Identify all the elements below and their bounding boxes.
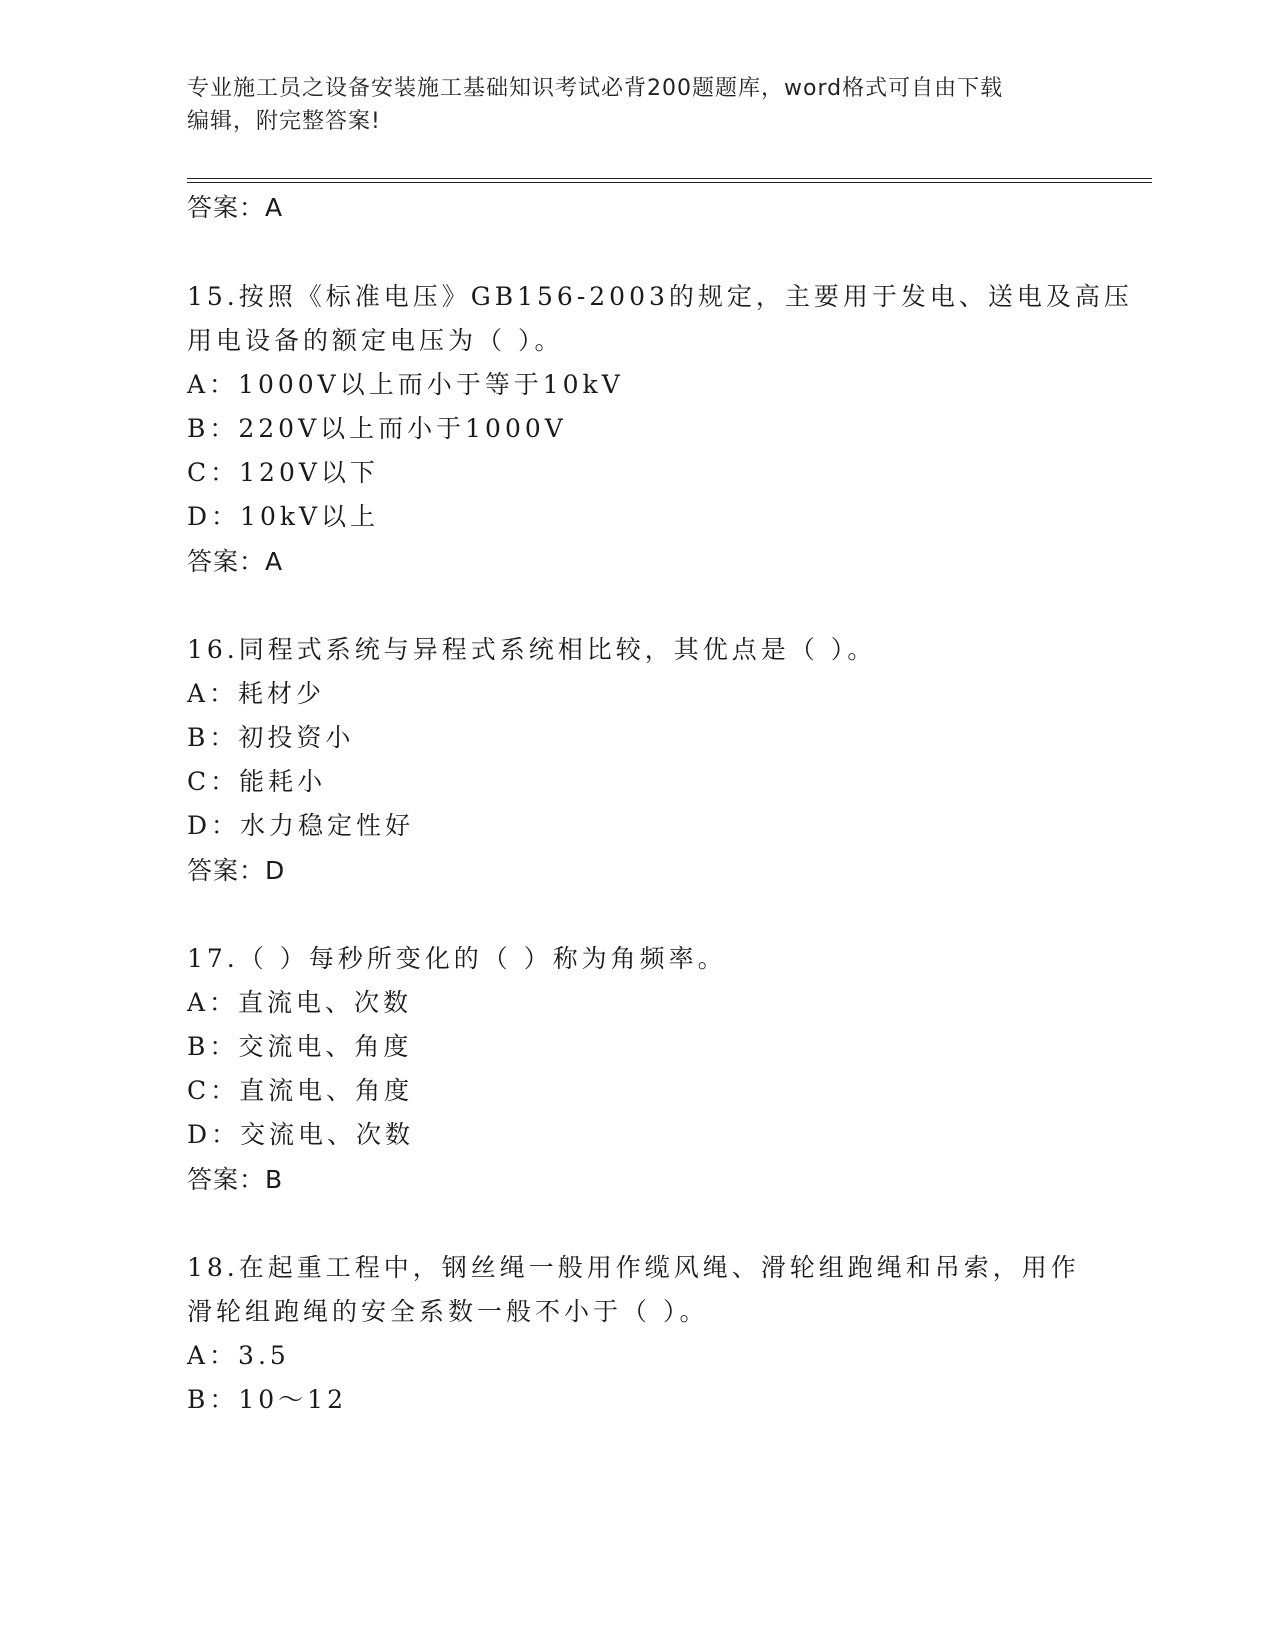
question-15-option-b: B：220V以上而小于1000V (187, 414, 567, 443)
question-18-stem-1: 18.在起重工程中，钢丝绳一般用作缆风绳、滑轮组跑绳和吊索，用作 (187, 1253, 1080, 1282)
question-17-option-d: D：交流电、次数 (187, 1120, 415, 1149)
answer-line: 答案：A (187, 193, 284, 222)
question-16-option-c: C：能耗小 (187, 767, 327, 796)
question-18-option-b: B：10～12 (187, 1385, 347, 1414)
question-16-option-d: D：水力稳定性好 (187, 811, 415, 840)
question-15-stem-2: 用电设备的额定电压为（ ）。 (187, 326, 564, 355)
question-16-option-a: A：耗材少 (187, 679, 326, 708)
question-16-answer: 答案：D (187, 856, 286, 885)
header-line-1: 专业施工员之设备安装施工基础知识考试必背200题题库，word格式可自由下载 (187, 76, 1004, 101)
question-15-option-c: C：120V以下 (187, 458, 379, 487)
question-18-option-a: A：3.5 (187, 1341, 290, 1370)
header-rule-top (187, 178, 1152, 179)
question-18-stem-2: 滑轮组跑绳的安全系数一般不小于（ ）。 (187, 1297, 709, 1326)
question-17-option-a: A：直流电、次数 (187, 988, 413, 1017)
question-16-stem: 16.同程式系统与异程式系统相比较，其优点是（ ）。 (187, 635, 877, 664)
question-17-option-c: C：直流电、角度 (187, 1076, 414, 1105)
question-15-answer: 答案：A (187, 547, 284, 576)
header-line-2: 编辑，附完整答案! (187, 109, 381, 134)
header-rule-bottom (187, 182, 1152, 183)
document-header (187, 72, 1087, 138)
question-17-stem: 17.（ ）每秒所变化的（ ）称为角频率。 (187, 944, 727, 973)
question-15-option-d: D：10kV以上 (187, 502, 380, 531)
question-17-answer: 答案：B (187, 1165, 284, 1194)
question-15-stem-1: 15.按照《标准电压》GB156-2003的规定，主要用于发电、送电及高压 (187, 282, 1133, 311)
question-17-option-b: B：交流电、角度 (187, 1032, 413, 1061)
question-15-option-a: A：1000V以上而小于等于10kV (187, 370, 624, 399)
question-16-option-b: B：初投资小 (187, 723, 355, 752)
